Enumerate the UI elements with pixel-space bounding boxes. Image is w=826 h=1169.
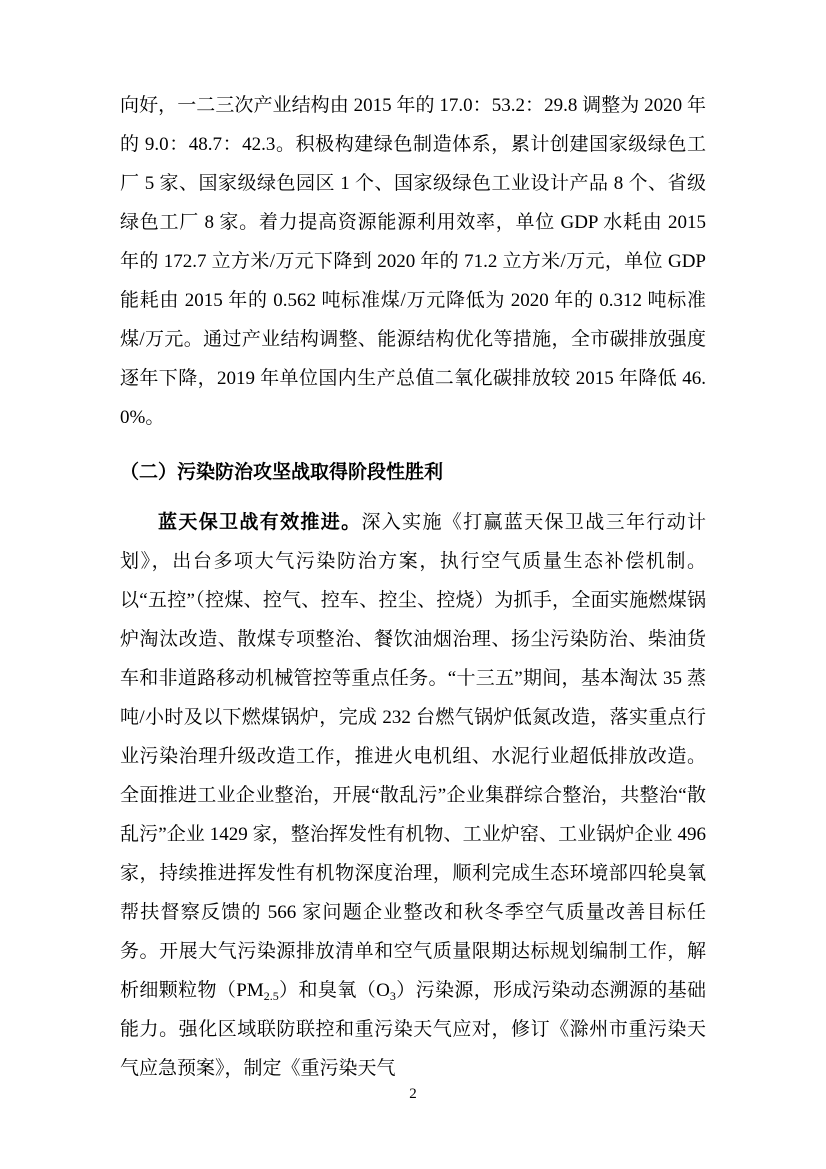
text-segment: 蓝天保卫战有效推进。	[158, 512, 362, 533]
text-segment: ）和臭氧（O	[278, 980, 390, 1001]
text-segment: 深入实施《打赢蓝天保卫战三年行动计划》，出台多项大气污染防治方案，执行空气质量生态补偿机制。以“五控”（控煤、控气、控车、控尘、控烧）为抓手，全面实施燃煤锅炉淘汰改造、散煤专项整治、餐饮油烟治理、扬尘污染防治、柴油货车和非道路移动机械管控等重点任务。“十三五”期间，基本淘汰 35 蒸吨/小时及以下燃煤锅炉，完成 232 台燃气锅炉低氮改造，落实重点行业污染治理升级改造工作，推进火电机组、水泥行业超低排放改造。全面推进工业企业整治，开展“散乱污”企业集群综合整治，共整治“散乱污”企业 1429 家，整治挥发性有机物、工业炉窑、工业锅炉企业 496 家，持续推进挥发性有机物深度治理，顺利完成生态环境部四轮臭氧帮扶督察反馈的 566 家问题企业整改和秋冬季空气质量改善目标任务。开展大气污染源排放清单和空气质量限期达标规划编制工作，解析细颗粒物（PM	[120, 512, 706, 1001]
text-segment: ）污染源，形成污染动态溯源的基础能力。强化区域联防联控和重污染天气应对，修订《滁州市重污染天气应急预案》，制定《重污染天气	[120, 980, 706, 1079]
page-number: 2	[409, 1086, 417, 1102]
paragraph-blue-sky-defense	[120, 503, 706, 1088]
paragraph-industry-structure: 向好，一二三次产业结构由 2015 年的 17.0：53.2：29.8 调整为 2020 年的 9.0：48.7：42.3。积极构建绿色制造体系，累计创建国家级绿色工厂 5 家、国家级绿色园区 1 个、国家级绿色工业设计产品 8 个、省级绿色工厂 8 家。着力提高资源能源利用效率，单位 GDP 水耗由 2015 年的 172.7 立方米/万元下降到 2020 年的 71.2 立方米/万元，单位 GDP 能耗由 2015 年的 0.562 吨标准煤/万元降低为 2020 年的 0.312 吨标准煤/万元。通过产业结构调整、能源结构优化等措施，全市碳排放强度逐年下降，2019 年单位国内生产总值二氧化碳排放较 2015 年降低 46.0%。	[120, 95, 706, 428]
section-heading-pollution-control: （二）污染防治攻坚战取得阶段性胜利	[120, 462, 444, 483]
page-body	[120, 86, 706, 1088]
text-segment: 3	[389, 989, 396, 1003]
text-segment: 2.5	[263, 989, 279, 1003]
